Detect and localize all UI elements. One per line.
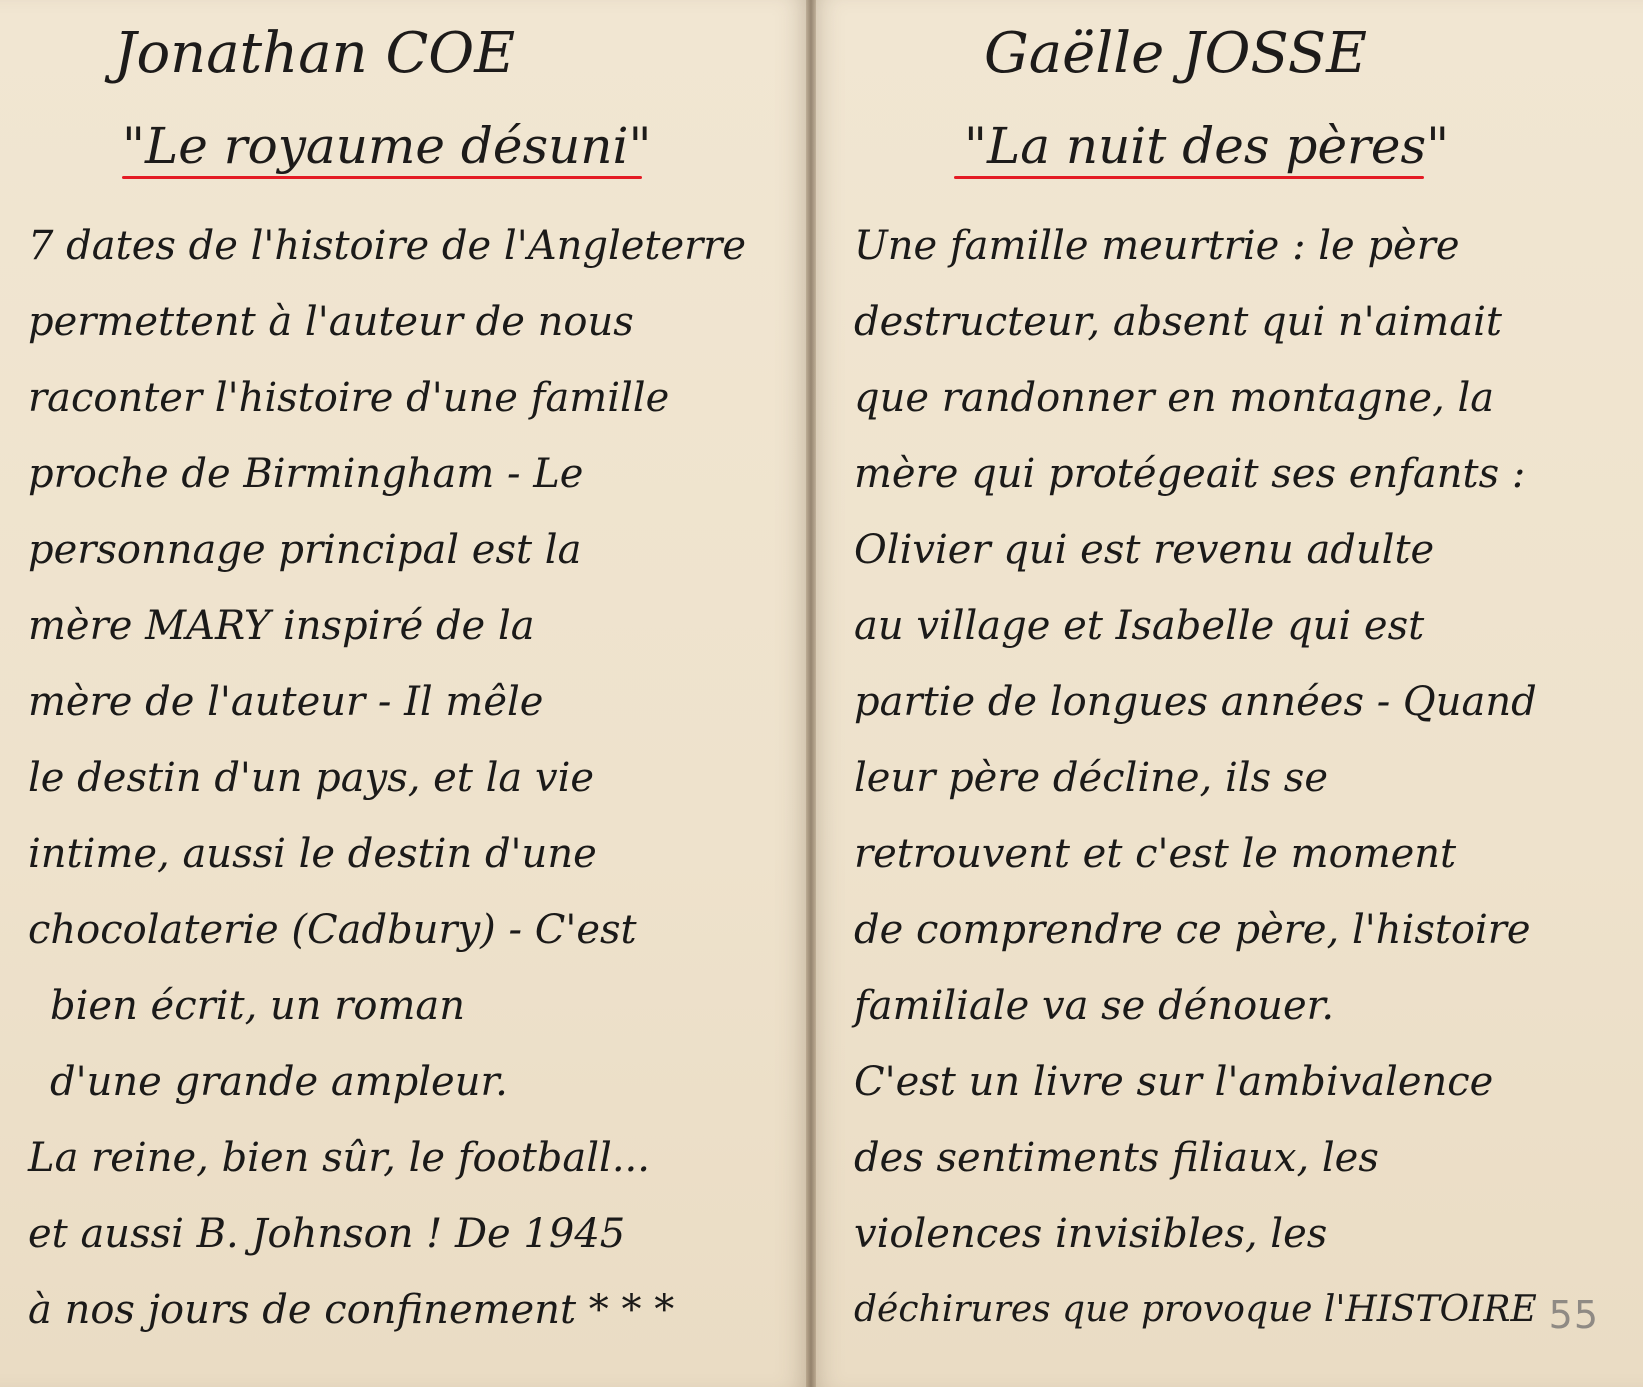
left-title-block [28, 94, 780, 198]
right-line: familiale va se dénouer. [854, 983, 1335, 1029]
left-review-text [28, 208, 780, 1348]
right-line: que randonner en montagne, la [854, 375, 1495, 421]
right-line: partie de longues années - Quand [854, 679, 1537, 725]
right-page [810, 0, 1643, 1387]
left-author: Jonathan COE [114, 21, 516, 86]
right-line: déchirures que provoque l'HISTOIRE [854, 1289, 1537, 1330]
right-line: Olivier qui est revenu adulte [854, 527, 1435, 573]
left-line: La reine, bien sûr, le football... [28, 1135, 650, 1181]
left-line: mère de l'auteur - Il mêle [28, 679, 544, 725]
left-line: 7 dates de l'histoire de l'Angleterre [28, 223, 747, 269]
left-line: personnage principal est la [28, 527, 582, 573]
right-title-underline [954, 176, 1424, 179]
left-line: d'une grande ampleur. [50, 1059, 508, 1105]
right-line: des sentiments filiaux, les [854, 1135, 1379, 1181]
notebook-gutter [806, 0, 816, 1387]
left-line: le destin d'un pays, et la vie [28, 755, 595, 801]
page-number: 55 [1548, 1293, 1599, 1337]
right-line: mère qui protégeait ses enfants : [854, 451, 1526, 497]
right-review-text [854, 208, 1619, 1348]
right-line: destructeur, absent qui n'aimait [854, 299, 1502, 345]
right-author: Gaëlle JOSSE [984, 21, 1368, 86]
left-line: à nos jours de confinement * * * [28, 1287, 675, 1333]
left-line: bien écrit, un roman [50, 983, 466, 1029]
left-title-underline [122, 176, 642, 179]
right-line: de comprendre ce père, l'histoire [854, 907, 1531, 953]
left-line: permettent à l'auteur de nous [28, 299, 634, 345]
left-line: proche de Birmingham - Le [28, 451, 584, 497]
right-line: au village et Isabelle qui est [854, 603, 1425, 649]
left-line: mère MARY inspiré de la [28, 603, 535, 649]
right-line: Une famille meurtrie : le père [854, 223, 1460, 269]
right-line: leur père décline, ils se [854, 755, 1329, 801]
left-line: raconter l'histoire d'une famille [28, 375, 670, 421]
right-line: violences invisibles, les [854, 1211, 1328, 1257]
left-line: chocolaterie (Cadbury) - C'est [28, 907, 637, 953]
left-page [0, 0, 810, 1387]
right-book-title: "La nuit des pères" [964, 117, 1450, 175]
right-line: C'est un livre sur l'ambivalence [854, 1059, 1494, 1105]
left-line: intime, aussi le destin d'une [28, 831, 597, 877]
right-title-block [854, 94, 1619, 198]
left-line: et aussi B. Johnson ! De 1945 [28, 1211, 626, 1257]
left-book-title: "Le royaume désuni" [122, 117, 652, 175]
right-line: retrouvent et c'est le moment [854, 831, 1457, 877]
